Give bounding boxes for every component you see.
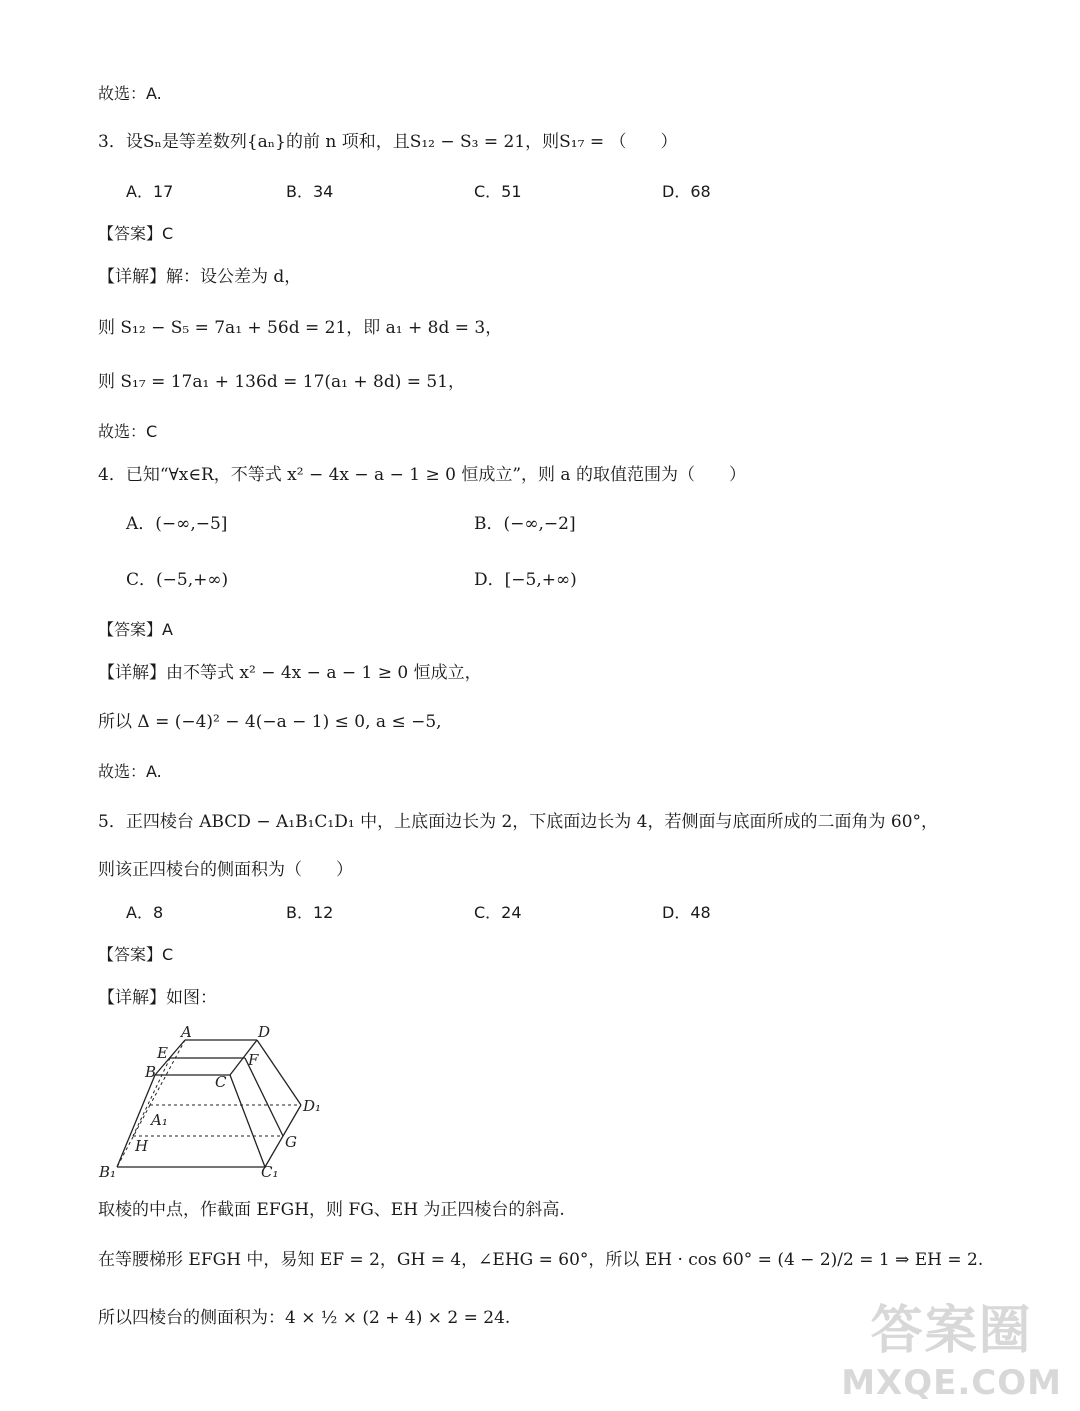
q3-detail-2: 则 S₁₂ − S₅ = 7a₁ + 56d = 21，即 a₁ + 8d = 3， bbox=[98, 318, 503, 338]
watermark bbox=[841, 1288, 1062, 1403]
q4-option-a: A．(−∞,−5] bbox=[126, 514, 228, 534]
label-A1: A₁ bbox=[151, 1111, 168, 1129]
question-5: 5．正四棱台 ABCD − A₁B₁C₁D₁ 中，上底面边长为 2，下底面边长为 4，若侧面与底面所成的二面角为 60°， bbox=[98, 812, 939, 832]
q3-option-c: C．51 bbox=[474, 182, 522, 201]
question-3: 3．设Sₙ是等差数列{aₙ}的前 n 项和，且S₁₂ − S₃ = 21，则S₁₇ = （ ） bbox=[98, 132, 678, 152]
q3-choice: 故选：C bbox=[98, 422, 158, 441]
q3-answer: 【答案】C bbox=[98, 224, 174, 243]
label-D: D bbox=[258, 1025, 271, 1041]
q4-option-d: D．[−5,+∞) bbox=[474, 570, 577, 590]
q3-detail-3: 则 S₁₇ = 17a₁ + 136d = 17(a₁ + 8d) = 51， bbox=[98, 372, 466, 392]
label-C1: C₁ bbox=[261, 1163, 279, 1180]
q3-option-d: D．68 bbox=[662, 182, 711, 201]
q4-detail-1: 【详解】由不等式 x² − 4x − a − 1 ≥ 0 恒成立， bbox=[98, 663, 482, 683]
q3-option-a: A．17 bbox=[126, 182, 174, 201]
label-F: F bbox=[248, 1051, 259, 1069]
answer-choice-line: 故选：A. bbox=[98, 84, 162, 103]
label-C: C bbox=[215, 1073, 227, 1091]
q5-answer: 【答案】C bbox=[98, 945, 174, 964]
q5-detail-4: 所以四棱台的侧面积为：4 × ½ × (2 + 4) × 2 = 24. bbox=[98, 1308, 511, 1328]
label-G: G bbox=[285, 1133, 297, 1151]
label-H: H bbox=[135, 1137, 149, 1155]
q5-option-a: A．8 bbox=[126, 903, 164, 922]
q4-choice: 故选：A. bbox=[98, 762, 162, 781]
q4-answer: 【答案】A bbox=[98, 620, 173, 639]
label-D1: D₁ bbox=[303, 1097, 322, 1115]
q5-detail-1: 【详解】如图： bbox=[98, 988, 217, 1008]
watermark-url: MXQE.COM bbox=[841, 1363, 1062, 1403]
label-E: E bbox=[157, 1044, 168, 1062]
label-A: A bbox=[181, 1025, 192, 1041]
q5-detail-3: 在等腰梯形 EFGH 中，易知 EF = 2，GH = 4，∠EHG = 60°，所以 EH · cos 60° = (4 − 2)/2 = 1 ⇒ EH = 2. bbox=[98, 1250, 984, 1270]
q5-option-d: D．48 bbox=[662, 903, 711, 922]
q5-option-c: C．24 bbox=[474, 903, 522, 922]
frustum-figure bbox=[95, 1025, 335, 1180]
q5-detail-2: 取棱的中点，作截面 EFGH，则 FG、EH 为正四棱台的斜高. bbox=[98, 1200, 565, 1220]
q3-option-b: B．34 bbox=[286, 182, 334, 201]
q4-option-c: C．(−5,+∞) bbox=[126, 570, 229, 590]
label-B1: B₁ bbox=[99, 1163, 117, 1180]
q5-option-b: B．12 bbox=[286, 903, 334, 922]
q4-option-b: B．(−∞,−2] bbox=[474, 514, 576, 534]
label-B: B bbox=[145, 1063, 157, 1081]
question-4: 4．已知“∀x∈R，不等式 x² − 4x − a − 1 ≥ 0 恒成立”，则 a 的取值范围为（ ） bbox=[98, 465, 746, 485]
watermark-logo-text: 答案圈 bbox=[870, 1301, 1033, 1361]
q3-detail-1: 【详解】解：设公差为 d， bbox=[98, 267, 302, 287]
q4-detail-2: 所以 Δ = (−4)² − 4(−a − 1) ≤ 0, a ≤ −5, bbox=[98, 712, 442, 732]
question-5-cont: 则该正四棱台的侧面积为（ ） bbox=[98, 860, 353, 880]
